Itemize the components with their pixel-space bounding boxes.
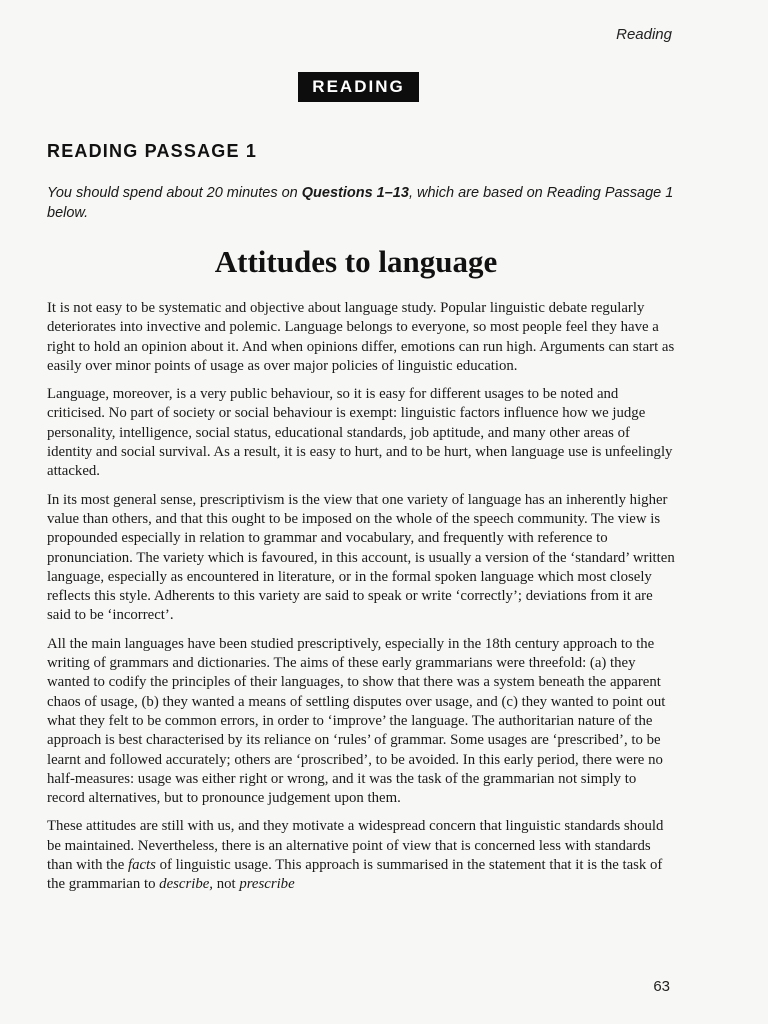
- instructions-questions: Questions 1–13: [301, 185, 409, 201]
- emphasis-prescribe: prescribe: [239, 876, 295, 893]
- article-title: Attitudes to language: [214, 244, 498, 279]
- paragraph-text: In its most general sense, prescriptivism is the view that one variety of language has an inherently higher value than others, and that this ought to be imposed on the whole of the speech community. The view is propounded especially in relation to grammar and vocabulary, and frequently with reference to pronunciation. The variety which is favoured, in this account, is usually a version of the ‘standard’ written language, especially as encountered in literature, or in the formal spoken language which most closely reflects this style. Adherents to this variety are said to speak or write ‘correctly’; deviations from it are said to be ‘incorrect’.: [47, 491, 675, 624]
- paragraph-5: [47, 817, 677, 894]
- instructions-text: You should spend about 20 minutes on: [47, 185, 302, 201]
- running-head: Reading: [616, 26, 672, 43]
- section-banner: READING: [298, 72, 419, 102]
- paragraph-2: [47, 385, 677, 481]
- paragraph-text: All the main languages have been studied prescriptively, especially in the 18th century approach to the writing of grammars and dictionaries. The aims of these early grammarians were threefold: (a) they wanted to codify the principles of their languages, to show that there was a system beneath the apparent chaos of usage, (b) they wanted a means of settling disputes over usage, and (c) they wanted to point out what they felt to be common errors, in order to ‘improve’ the language. The authoritarian nature of the approach is best characterised by its reliance on ‘rules’ of grammar. Some usages are ‘prescribed’, to be learnt and followed accurately; others are ‘proscribed’, to be avoided. In this early period, there were no half-measures: usage was either right or wrong, and it was the task of the grammarian not simply to record alternatives, but to pronounce judgement upon them.: [47, 635, 666, 807]
- paragraph-text: Language, moreover, is a very public behaviour, so it is easy for different usages to be noted and criticised. No part of society or social behaviour is exempt: linguistic factors influence how we judge personality, intelligence, social status, educational standards, job aptitude, and many other areas of identity and social survival. As a result, it is easy to hurt, and to be hurt, when language use is unfeelingly attacked.: [47, 386, 673, 480]
- paragraph-1: [47, 299, 677, 376]
- emphasis-facts: facts: [127, 857, 156, 874]
- passage-heading: READING PASSAGE 1: [47, 141, 258, 161]
- instructions-text-end: , which are based on Reading Passage 1 below.: [47, 185, 674, 221]
- emphasis-describe: describe,: [159, 876, 213, 893]
- paragraph-text: It is not easy to be systematic and objective about language study. Popular linguistic debate regularly deteriorates into invective and polemic. Language belongs to everyone, so most people feel they have a right to hold an opinion about it. And when opinions differ, emotions can run high. Arguments can start as easily over minor points of usage as over major policies of linguistic education.: [47, 300, 675, 374]
- paragraph-text: not: [213, 876, 240, 893]
- paragraph-3: [47, 491, 677, 626]
- paragraph-text: These attitudes are still with us, and they motivate a widespread concern that linguistic standards should be maintained. Nevertheless, there is an alternative point of view that is concerned less with standards than with the: [47, 818, 664, 874]
- passage-body: [47, 299, 677, 904]
- page-number: 63: [653, 978, 670, 995]
- paragraph-4: [47, 635, 677, 809]
- paragraph-text: of linguistic usage. This approach is summarised in the statement that it is the task of the grammarian to: [47, 857, 663, 893]
- instructions: [47, 183, 687, 223]
